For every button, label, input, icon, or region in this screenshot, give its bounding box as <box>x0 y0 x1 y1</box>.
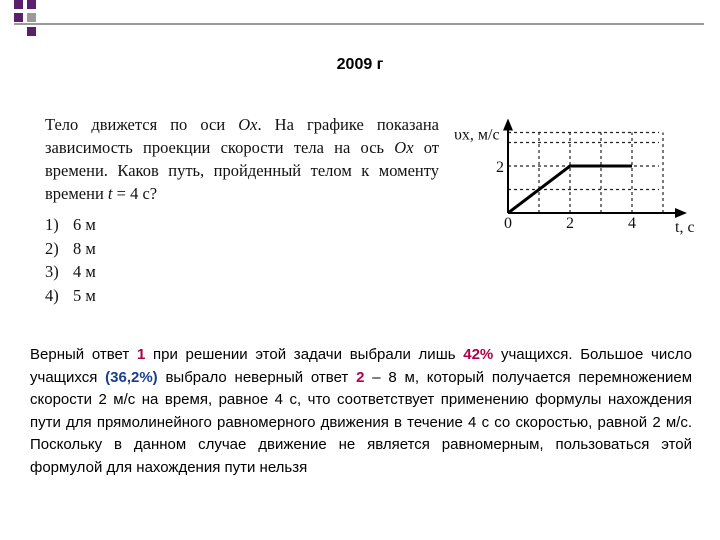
x-tick-label: 4 <box>628 215 636 232</box>
option-3: 3) 4 м <box>45 262 96 281</box>
answer-explanation: Верный ответ 1 при решении этой задачи выбрали лишь 42% учащихся. Большое число учащихся (36,2%) выбрало неверный ответ 2 – 8 м, который получается перемножением скорости 2 м/с на время, равное 4 с, что соответствует применению формулы нахождения пути для прямолинейного равномерного движения в течение 4 с со скоростью, равной 2 м/с. Поскольку в данном случае движение не является равномерным, пользоваться этой формулой для нахождения пути нельзя <box>30 346 693 476</box>
option-1: 1) 6 м <box>45 215 96 234</box>
y-axis-arrow <box>503 119 513 131</box>
option-2: 2) 8 м <box>45 238 96 258</box>
wrong-answer: 2 <box>356 368 365 386</box>
slide-title: 2009 г <box>336 56 384 73</box>
y-tick-label: 2 <box>496 159 504 176</box>
x-tick-label: 0 <box>504 215 512 232</box>
axis-name: Ox <box>238 115 258 134</box>
x-tick-label: 2 <box>566 215 574 232</box>
y-axis-label: υx, м/с <box>454 126 500 144</box>
problem-statement: Тело движется по оси Ox. На графике показана зависимость проекции скорости тела на ось Ox от времени. Каков путь, пройденный телом к моменту времени t = 4 с? <box>45 115 440 203</box>
grid <box>508 133 663 214</box>
correct-answer: 1 <box>136 346 146 363</box>
percent-wrong: (36,2%) <box>105 368 158 386</box>
time-variable: t <box>107 184 113 203</box>
option-4: 4) 5 м <box>45 285 96 305</box>
x-axis-arrow <box>675 208 687 218</box>
percent-correct: 42% <box>463 346 494 363</box>
x-axis-label: t, с <box>675 219 695 236</box>
axis-name-2: Ox <box>394 138 414 157</box>
